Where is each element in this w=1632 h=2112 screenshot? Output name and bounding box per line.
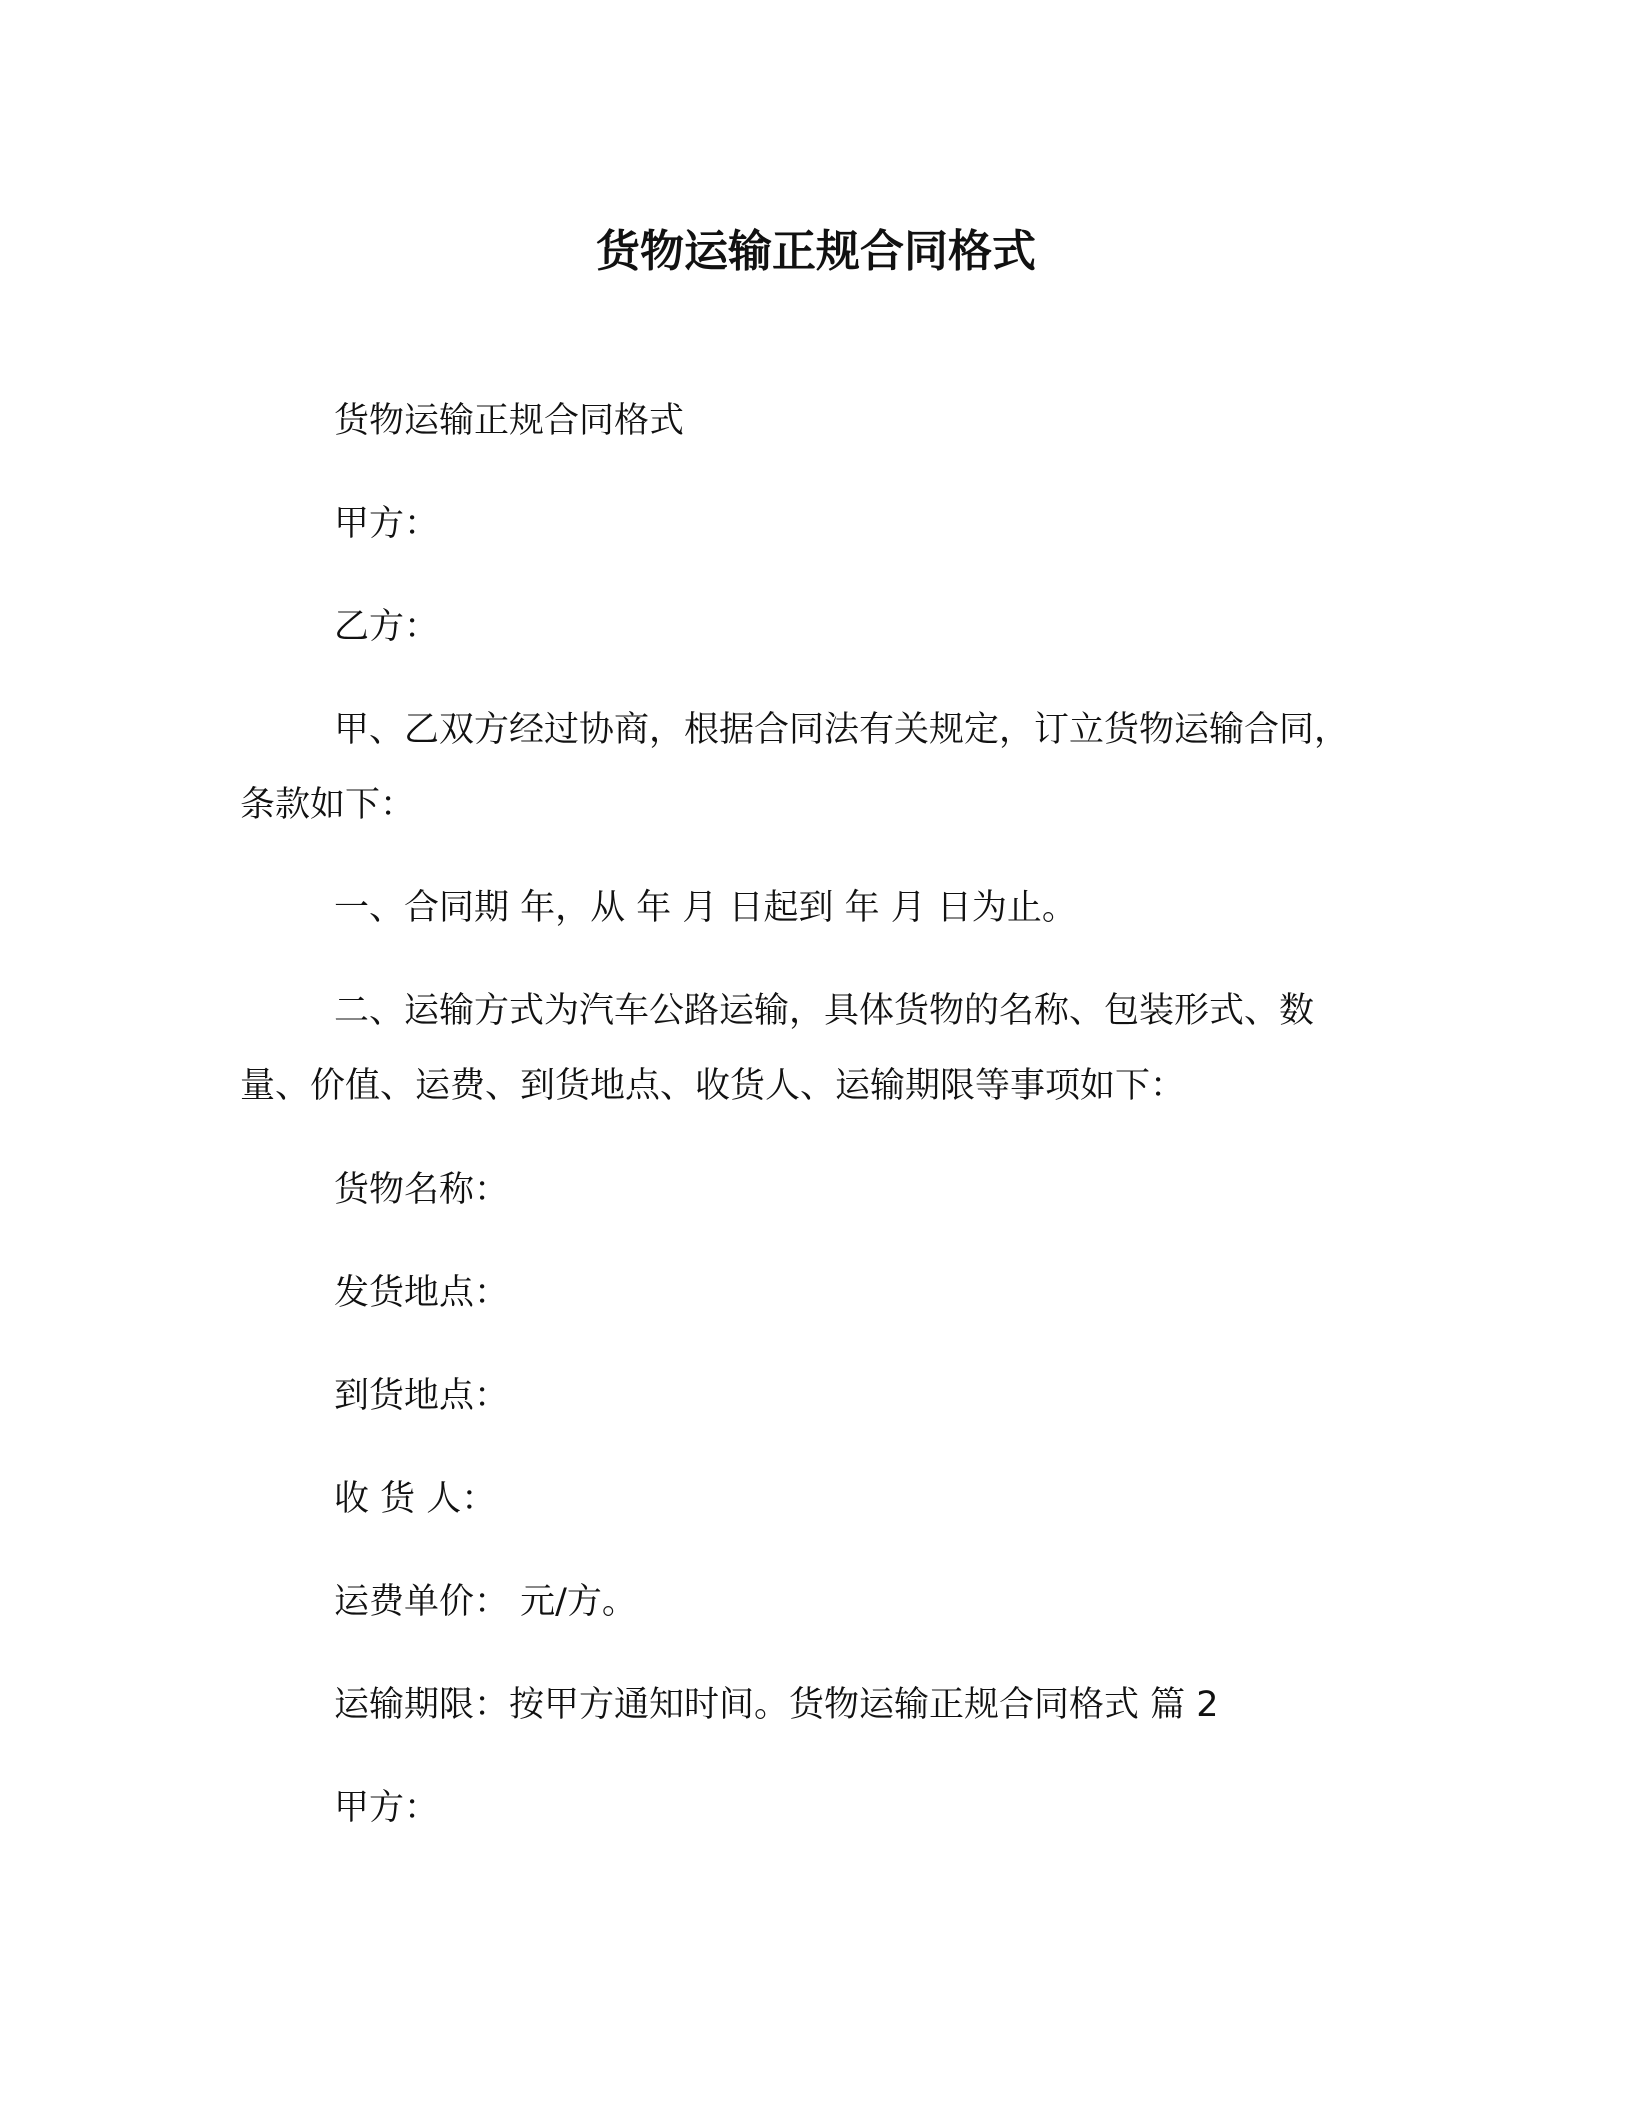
freight-unit-price-line: 运费单价： 元/方。 xyxy=(334,1582,637,1622)
arrival-place-line: 到货地点： xyxy=(334,1376,510,1416)
subtitle-line: 货物运输正规合同格式 xyxy=(334,401,685,441)
intro-paragraph-line-2: 条款如下： xyxy=(240,785,416,825)
party-a-line-section-2: 甲方： xyxy=(334,1788,440,1828)
party-a-line: 甲方： xyxy=(334,504,440,544)
clause-1-line: 一、合同期 年，从 年 月 日起到 年 月 日为止。 xyxy=(334,888,1077,928)
document-title: 货物运输正规合同格式 xyxy=(596,226,1036,277)
party-b-line: 乙方： xyxy=(334,607,440,647)
clause-2-line-2: 量、价值、运费、到货地点、收货人、运输期限等事项如下： xyxy=(240,1066,1186,1106)
departure-place-line: 发货地点： xyxy=(334,1273,510,1313)
intro-paragraph-line-1: 甲、乙双方经过协商，根据合同法有关规定，订立货物运输合同， xyxy=(334,710,1350,750)
clause-2-line-1: 二、运输方式为汽车公路运输，具体货物的名称、包装形式、数 xyxy=(334,991,1315,1031)
transport-deadline-line: 运输期限：按甲方通知时间。货物运输正规合同格式 篇 2 xyxy=(334,1685,1219,1725)
consignee-line: 收 货 人： xyxy=(334,1479,497,1519)
goods-name-line: 货物名称： xyxy=(334,1170,510,1210)
